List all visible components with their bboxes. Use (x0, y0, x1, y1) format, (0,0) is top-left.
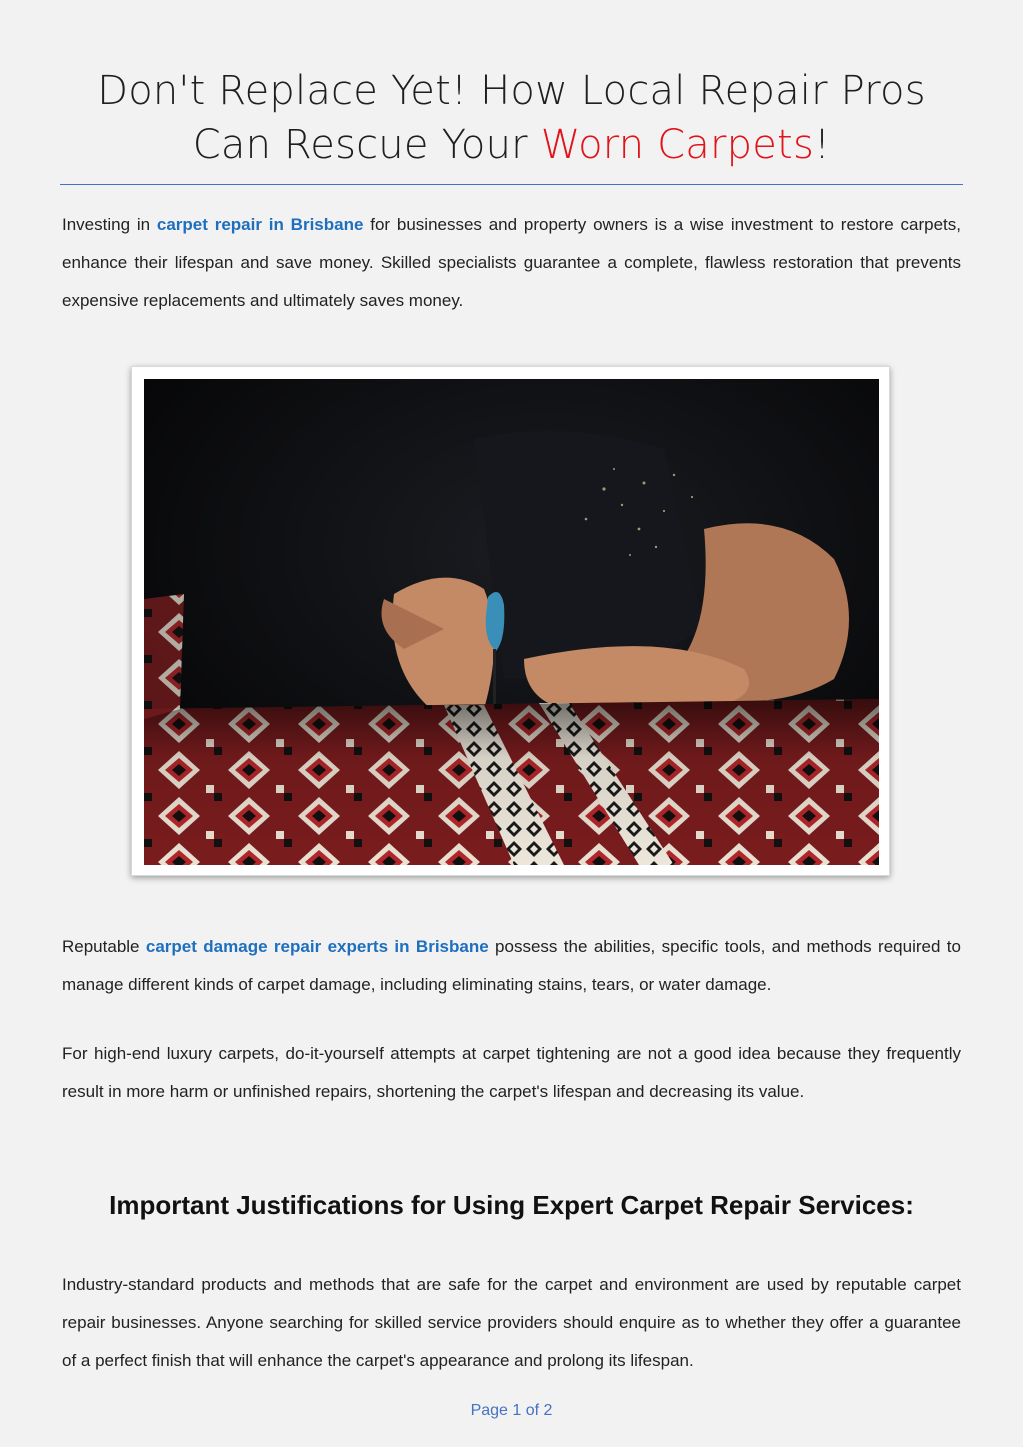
intro-prefix: Investing in (62, 215, 157, 234)
carpet-repair-photo-frame (131, 366, 890, 876)
experts-prefix: Reputable (62, 937, 146, 956)
title-divider (60, 184, 963, 185)
page-title (60, 64, 963, 172)
page-number: Page 1 of 2 (470, 1402, 553, 1419)
title-line-2-prefix: Can Rescue Your (192, 122, 541, 168)
title-line-1: Don't Replace Yet! How Local Repair Pros (97, 68, 926, 114)
title-accent: Worn Carpets (540, 122, 814, 168)
experts-paragraph (62, 928, 961, 1004)
carpet-repair-photo (144, 379, 879, 865)
diy-paragraph: For high-end luxury carpets, do-it-yourself attempts at carpet tightening are not a good idea because they frequently result in more harm or unfinished repairs, shortening the carpet's lifespan and decreasing its value. (62, 1044, 961, 1101)
title-line-2 (60, 118, 963, 172)
carpet-repair-brisbane-link[interactable]: carpet repair in Brisbane (156, 215, 364, 234)
carpet-damage-repair-experts-link[interactable]: carpet damage repair experts in Brisbane (145, 937, 489, 956)
intro-paragraph (62, 206, 961, 320)
intro-suffix: for businesses and property owners is a wise investment to restore carpets, enhance their lifespan and save money. Skilled specialists guarantee a complete, flawless restoration that prevents expensive replacements and ultimately saves money. (62, 215, 961, 310)
products-paragraph: Industry-standard products and methods that are safe for the carpet and environment are used by reputable carpet repair businesses. Anyone searching for skilled service providers should enquire as to whether they offer a guarantee of a perfect finish that will enhance the carpet's appearance and prolong its lifespan. (62, 1275, 961, 1370)
section-heading: Important Justifications for Using Expert Carpet Repair Services: (109, 1190, 914, 1220)
title-line-2-suffix: ! (814, 122, 831, 168)
experts-suffix: possess the abilities, specific tools, and methods required to manage different kinds of carpet damage, including eliminating stains, tears, or water damage. (62, 937, 961, 994)
